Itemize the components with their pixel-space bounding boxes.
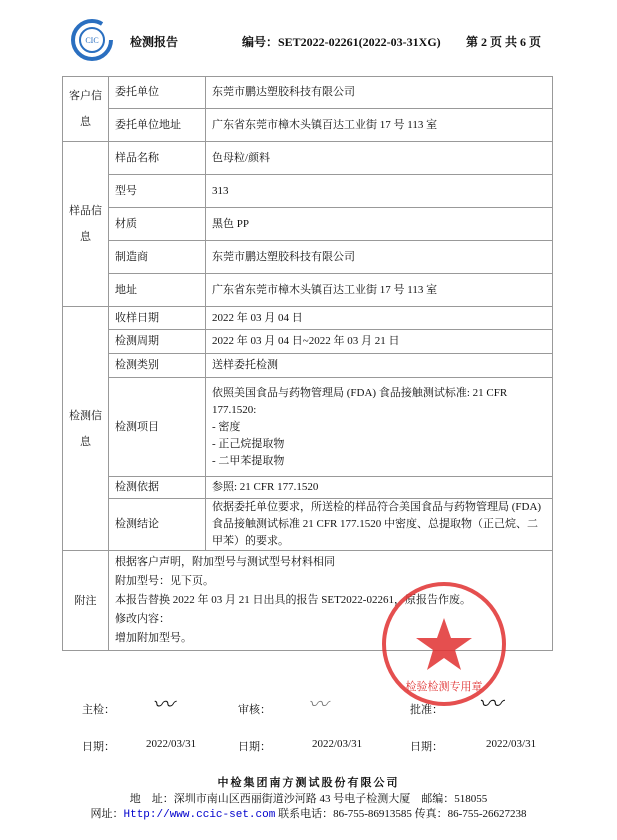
label: 样品名称 — [109, 142, 206, 175]
reviewer-signature: 〰 — [308, 694, 328, 716]
item: 依照美国食品与药物管理局 (FDA) 食品接触测试标准: 21 CFR 177.1520: — [212, 386, 508, 416]
label: 委托单位地址 — [109, 109, 206, 142]
group-customer: 客户信息 — [63, 77, 109, 142]
label: 检测结论 — [109, 499, 206, 551]
approver-signature: 〰 — [478, 692, 502, 718]
value: 2022 年 03 月 04 日 — [206, 307, 553, 330]
date-label: 日期： — [410, 741, 443, 753]
label: 收样日期 — [109, 307, 206, 330]
footer-company: 中检集团南方测试股份有限公司 — [217, 777, 400, 789]
page-indicator: 第 2 页 共 6 页 — [466, 35, 542, 49]
contact-info: 联系电话：86-755-86913585 传真：86-755-26627238 — [278, 808, 527, 820]
note: 本报告替换 2022 年 03 月 21 日出具的报告 SET2022-02261，原报告作废。 — [115, 594, 471, 606]
doc-title: 检测报告 — [130, 35, 179, 49]
label: 检测类别 — [109, 354, 206, 378]
note: 增加附加型号。 — [115, 632, 192, 644]
item: - 正己烷提取物 — [212, 437, 285, 450]
value: 东莞市鹏达塑胶科技有限公司 — [206, 241, 553, 274]
date: 2022/03/31 — [486, 738, 537, 750]
value: 广东省东莞市樟木头镇百达工业街 17 号 113 室 — [206, 109, 553, 142]
item: - 二甲苯提取物 — [212, 454, 285, 467]
test-items — [206, 378, 553, 477]
report-table — [62, 76, 553, 651]
footer-address: 地 址：深圳市南山区西丽街道沙河路 43 号电子检测大厦 邮编：518055 — [129, 793, 488, 805]
value: 黑色 PP — [206, 208, 553, 241]
date: 2022/03/31 — [312, 738, 363, 750]
label: 型号 — [109, 175, 206, 208]
date-label: 日期： — [82, 741, 115, 753]
group-notes: 附注 — [63, 551, 109, 651]
cic-logo — [70, 18, 114, 62]
value: 送样委托检测 — [206, 354, 553, 378]
label: 委托单位 — [109, 77, 206, 109]
value: 东莞市鹏达塑胶科技有限公司 — [206, 77, 553, 109]
footer-contact — [0, 805, 617, 821]
label: 地址 — [109, 274, 206, 307]
label: 检测周期 — [109, 330, 206, 354]
date-label: 日期： — [238, 741, 271, 753]
value: 2022 年 03 月 04 日~2022 年 03 月 21 日 — [206, 330, 553, 354]
date: 2022/03/31 — [146, 738, 197, 750]
label: 检测依据 — [109, 477, 206, 499]
report-number: 编号：SET2022-02261(2022-03-31XG) — [242, 35, 441, 49]
reviewer-label: 审核： — [238, 704, 271, 716]
svg-text:CIC: CIC — [85, 36, 99, 45]
value: 广东省东莞市樟木头镇百达工业街 17 号 113 室 — [206, 274, 553, 307]
inspector-label: 主检： — [82, 704, 115, 716]
value: 依据委托单位要求，所送检的样品符合美国食品与药物管理局 (FDA) 食品接触测试标准 21 CFR 177.1520 中密度、总提取物（正己烷、二甲苯）的要求。 — [206, 499, 553, 551]
svg-text:检验检测专用章: 检验检测专用章 — [405, 681, 483, 693]
web-label: 网址： — [90, 808, 124, 820]
group-test: 检测信息 — [63, 307, 109, 551]
label: 制造商 — [109, 241, 206, 274]
label: 材质 — [109, 208, 206, 241]
label: 检测项目 — [109, 378, 206, 477]
group-sample: 样品信息 — [63, 142, 109, 307]
approver-label: 批准： — [410, 704, 443, 716]
item: - 密度 — [212, 420, 241, 433]
value: 色母粒/颜料 — [206, 142, 553, 175]
note: 修改内容： — [115, 613, 170, 625]
value: 参照: 21 CFR 177.1520 — [206, 477, 553, 499]
inspector-signature: 〰 — [152, 692, 175, 717]
value: 313 — [206, 175, 553, 208]
note: 根据客户声明，附加型号与测试型号材料相同 — [115, 556, 335, 568]
website-link[interactable]: Http://www.ccic-set.com — [123, 809, 276, 821]
note: 附加型号：见下页。 — [115, 575, 214, 587]
